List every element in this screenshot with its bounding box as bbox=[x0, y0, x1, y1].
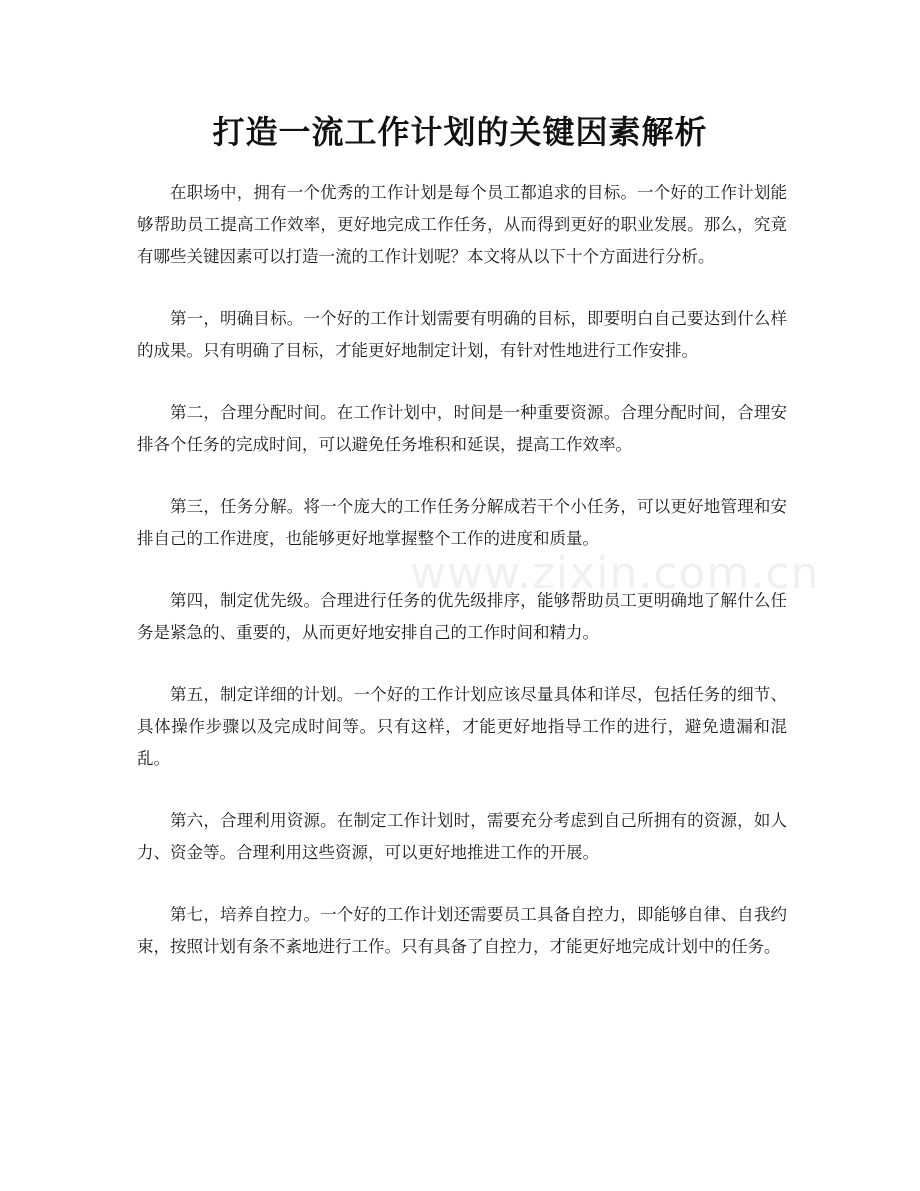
paragraph-point-7: 第七，培养自控力。一个好的工作计划还需要员工具备自控力，即能够自律、自我约束，按照计划有条不紊地进行工作。只有具备了自控力，才能更好地完成计划中的任务。 bbox=[137, 905, 787, 956]
paragraph-point-1: 第一，明确目标。一个好的工作计划需要有明确的目标，即要明白自己要达到什么样的成果。只有明确了目标，才能更好地制定计划，有针对性地进行工作安排。 bbox=[137, 309, 787, 360]
watermark-text: www.zixin.com.cn bbox=[410, 548, 820, 599]
paragraph-intro: 在职场中，拥有一个优秀的工作计划是每个员工都追求的目标。一个好的工作计划能够帮助员工提高工作效率，更好地完成工作任务，从而得到更好的职业发展。那么，究竟有哪些关键因素可以打造一流的工作计划呢？本文将从以下十个方面进行分析。 bbox=[137, 183, 787, 266]
paragraph-point-6: 第六，合理利用资源。在制定工作计划时，需要充分考虑到自己所拥有的资源，如人力、资金等。合理利用这些资源，可以更好地推进工作的开展。 bbox=[137, 811, 787, 862]
document-title: 打造一流工作计划的关键因素解析 bbox=[212, 113, 708, 151]
document-body bbox=[137, 177, 787, 993]
paragraph-point-4: 第四，制定优先级。合理进行任务的优先级排序，能够帮助员工更明确地了解什么任务是紧急的、重要的，从而更好地安排自己的工作时间和精力。 bbox=[137, 591, 787, 642]
paragraph-point-2: 第二，合理分配时间。在工作计划中，时间是一种重要资源。合理分配时间，合理安排各个任务的完成时间，可以避免任务堆积和延误，提高工作效率。 bbox=[137, 403, 787, 454]
paragraph-point-5: 第五，制定详细的计划。一个好的工作计划应该尽量具体和详尽，包括任务的细节、具体操作步骤以及完成时间等。只有这样，才能更好地指导工作的进行，避免遗漏和混乱。 bbox=[137, 685, 787, 768]
paragraph-point-3: 第三，任务分解。将一个庞大的工作任务分解成若干个小任务，可以更好地管理和安排自己的工作进度，也能够更好地掌握整个工作的进度和质量。 bbox=[137, 497, 787, 548]
